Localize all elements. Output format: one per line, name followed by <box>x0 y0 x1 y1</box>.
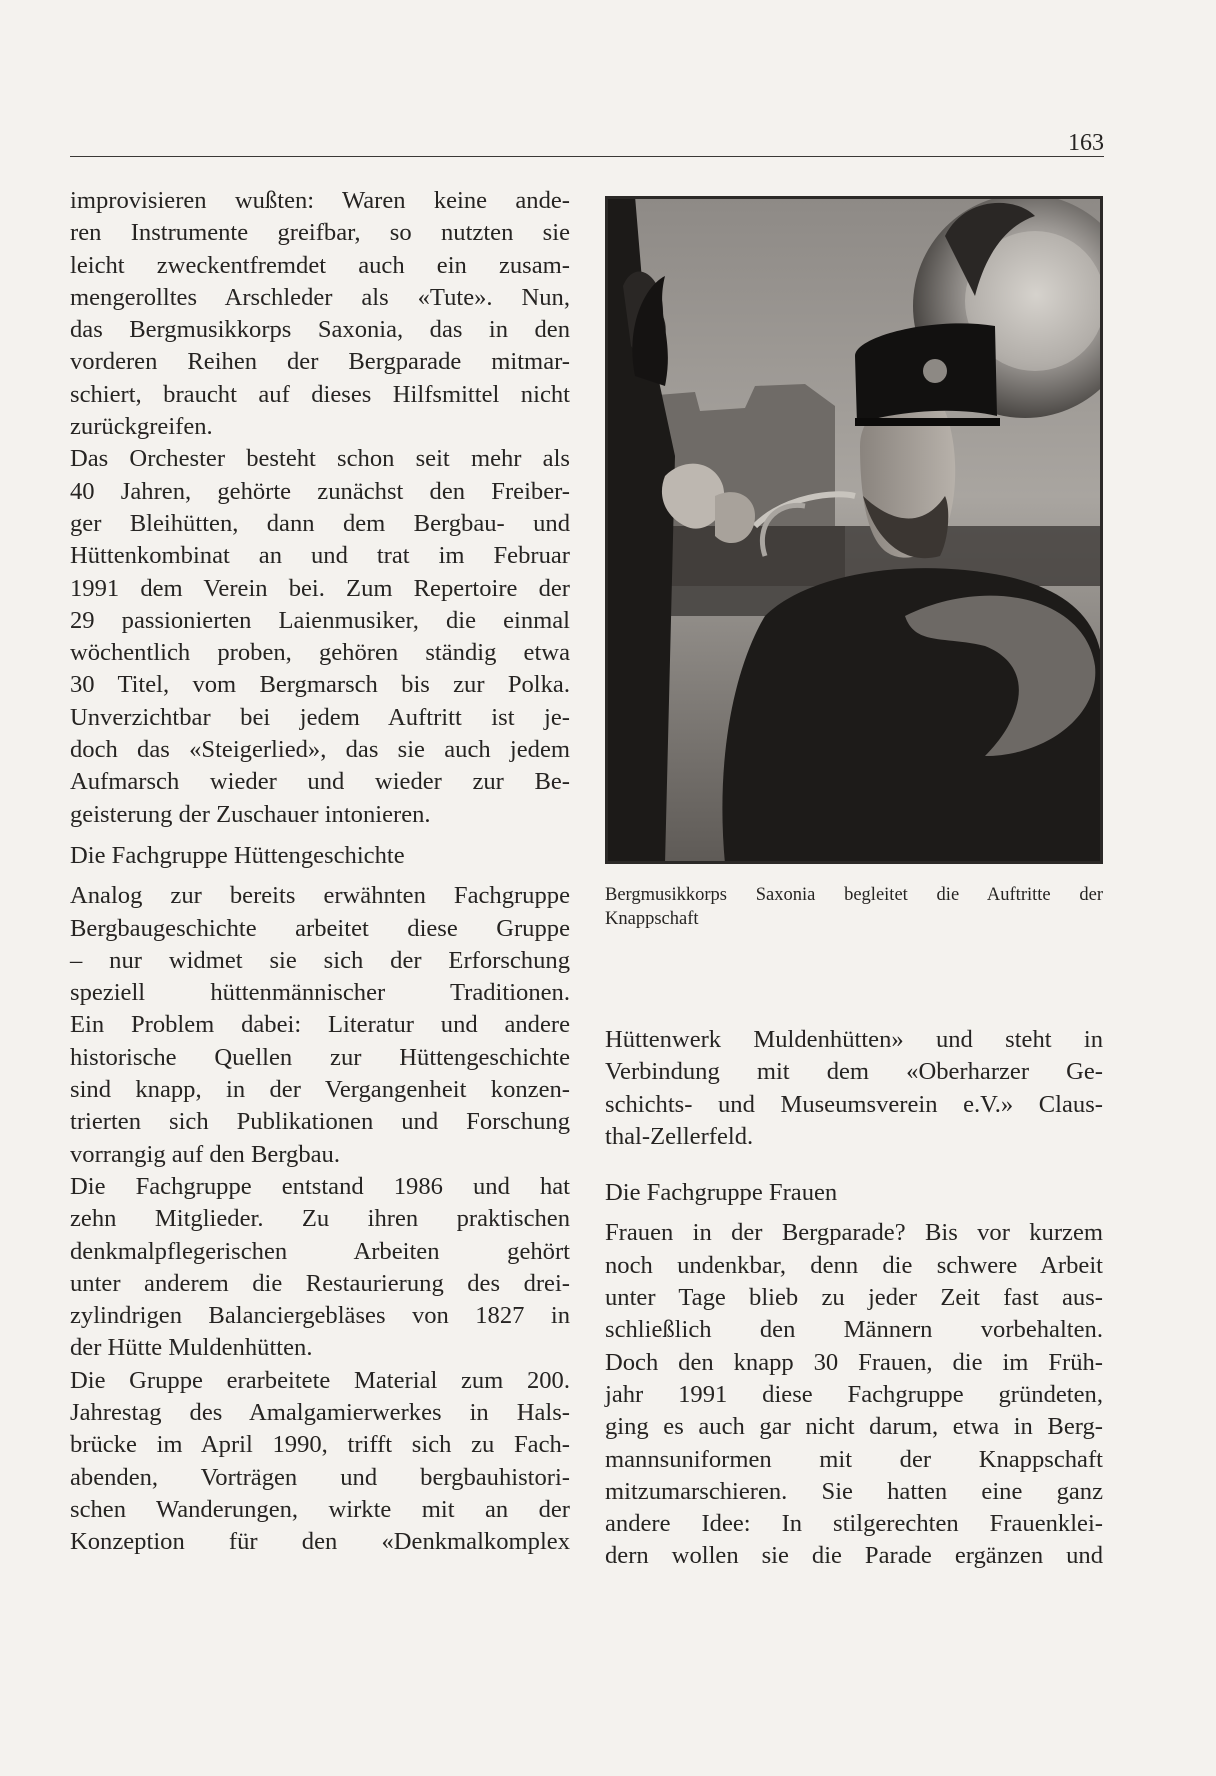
text-line: brücke im April 1990, trifft sich zu Fach- <box>70 1431 570 1459</box>
photo-image <box>605 196 1103 864</box>
text-line: Hüttenkombinat an und trat im Februar <box>70 542 570 570</box>
text-line: leicht zweckentfremdet auch ein zusam- <box>70 251 570 279</box>
text-line: der Hütte Muldenhütten. <box>70 1334 313 1362</box>
text-line: dern wollen sie die Parade ergänzen und <box>605 1542 1103 1570</box>
text-line: – nur widmet sie sich der Erforschung <box>70 946 570 974</box>
text-line: das Bergmusikkorps Saxonia, das in den <box>70 316 570 344</box>
text-line: zehn Mitglieder. Zu ihren praktischen <box>70 1205 570 1233</box>
text-line: unter anderem die Restaurierung des drei- <box>70 1269 570 1297</box>
text-line: 1991 dem Verein bei. Zum Repertoire der <box>70 574 570 602</box>
text-line: 29 passionierten Laienmusiker, die einmal <box>70 606 570 634</box>
text-line: Aufmarsch wieder und wieder zur Be- <box>70 768 570 796</box>
text-line: Die Gruppe erarbeitete Material zum 200. <box>70 1366 570 1394</box>
text-line: trierten sich Publikationen und Forschung <box>70 1108 570 1136</box>
page-number: 163 <box>1068 130 1104 156</box>
text-line: abenden, Vorträgen und bergbauhistori- <box>70 1463 570 1491</box>
text-line: andere Idee: In stilgerechten Frauenklei- <box>605 1510 1103 1538</box>
photo-bergmusikkorps <box>605 196 1103 864</box>
text-line: Bergbaugeschichte arbeitet diese Gruppe <box>70 914 570 942</box>
text-line: schen Wanderungen, wirkte mit an der <box>70 1495 570 1523</box>
section-heading-huettengeschichte: Die Fachgruppe Hüttengeschichte <box>70 841 405 869</box>
text-line: Hüttenwerk Muldenhütten» und steht in <box>605 1026 1103 1053</box>
text-line: Analog zur bereits erwähnten Fachgruppe <box>70 882 570 910</box>
text-line: Unverzichtbar bei jedem Auftritt ist je- <box>70 703 570 731</box>
text-line: thal-Zellerfeld. <box>605 1122 754 1150</box>
text-line: ger Bleihütten, dann dem Bergbau- und <box>70 509 570 537</box>
text-line: 40 Jahren, gehörte zunächst den Freiber- <box>70 477 570 505</box>
caption-line: Bergmusikkorps Saxonia begleitet die Auftritte der <box>605 885 1103 905</box>
text-line: jahr 1991 diese Fachgruppe gründeten, <box>605 1380 1103 1408</box>
paragraph-tute <box>70 185 570 443</box>
text-line: Verbindung mit dem «Oberharzer Ge- <box>605 1058 1103 1086</box>
text-line: ging es auch gar nicht darum, etwa in Berg- <box>605 1413 1103 1441</box>
text-line: zurückgreifen. <box>70 413 213 441</box>
paragraph-entstand <box>70 1171 570 1365</box>
text-line: Das Orchester besteht schon seit mehr als <box>70 445 570 473</box>
right-column <box>605 1024 1103 1573</box>
text-line: 30 Titel, vom Bergmarsch bis zur Polka. <box>70 671 570 699</box>
text-line: ren Instrumente greifbar, so nutzten sie <box>70 219 570 247</box>
text-line: Doch den knapp 30 Frauen, die im Früh- <box>605 1348 1103 1376</box>
paragraph-material <box>70 1365 570 1559</box>
text-line: Ein Problem dabei: Literatur und andere <box>70 1011 570 1039</box>
text-line: historische Quellen zur Hüttengeschichte <box>70 1043 570 1071</box>
text-line: doch das «Steigerlied», das sie auch jedem <box>70 736 570 764</box>
text-line: zylindrigen Balanciergebläses von 1827 in <box>70 1302 570 1330</box>
text-line: geisterung der Zuschauer intonieren. <box>70 800 431 828</box>
header-rule <box>70 156 1104 157</box>
text-line: mannsuniformen mit der Knappschaft <box>605 1445 1103 1473</box>
text-line: schiert, braucht auf dieses Hilfsmittel nicht <box>70 380 570 408</box>
photo-caption <box>605 883 1103 931</box>
text-line: speziell hüttenmännischer Traditionen. <box>70 979 570 1007</box>
caption-line: Knappschaft <box>605 909 699 929</box>
paragraph-frauen <box>605 1217 1103 1572</box>
text-line: sind knapp, in der Vergangenheit konzen- <box>70 1076 570 1104</box>
text-line: Die Fachgruppe entstand 1986 und hat <box>70 1172 570 1200</box>
text-line: Frauen in der Bergparade? Bis vor kurzem <box>605 1219 1103 1247</box>
text-line: mitzumarschieren. Sie hatten eine ganz <box>605 1477 1103 1505</box>
paragraph-muldenhuetten <box>605 1024 1103 1153</box>
text-line: schichts- und Museumsverein e.V.» Claus- <box>605 1090 1103 1118</box>
text-line: Jahrestag des Amalgamierwerkes in Hals- <box>70 1398 570 1426</box>
left-column <box>70 185 570 1558</box>
text-line: unter Tage blieb zu jeder Zeit fast aus- <box>605 1284 1103 1312</box>
text-line: denkmalpflegerischen Arbeiten gehört <box>70 1237 570 1265</box>
paragraph-analog <box>70 880 570 1171</box>
text-line: noch undenkbar, denn die schwere Arbeit <box>605 1251 1103 1279</box>
text-line: schließlich den Männern vorbehalten. <box>605 1316 1103 1344</box>
text-line: improvisieren wußten: Waren keine ande- <box>70 187 570 214</box>
text-line: vorrangig auf den Bergbau. <box>70 1140 340 1168</box>
section-heading-frauen: Die Fachgruppe Frauen <box>605 1179 838 1207</box>
text-line: wöchentlich proben, gehören ständig etwa <box>70 639 570 667</box>
paragraph-orchester <box>70 443 570 831</box>
text-line: mengerolltes Arschleder als «Tute». Nun, <box>70 283 570 311</box>
text-line: vorderen Reihen der Bergparade mitmar- <box>70 348 570 376</box>
text-line: Konzeption für den «Denkmalkomplex <box>70 1528 570 1556</box>
